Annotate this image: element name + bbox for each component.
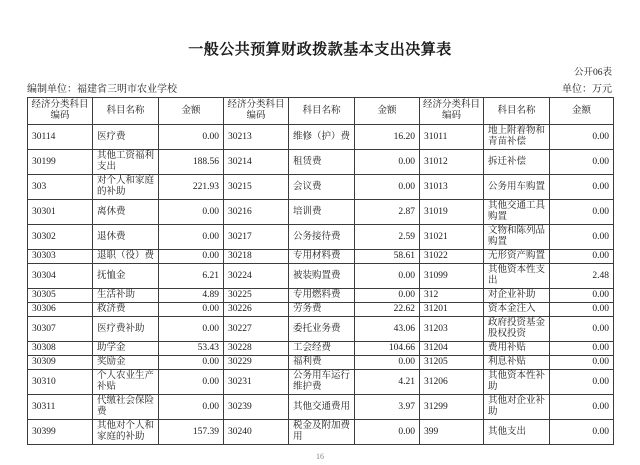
table-row — [28, 289, 614, 303]
document-title: 一般公共预算财政拨款基本支出决算表 — [188, 42, 452, 58]
cell-code: 31204 — [420, 342, 484, 356]
cell-amount: 0.00 — [550, 175, 614, 200]
cell-code: 30218 — [224, 250, 289, 264]
cell-name: 对企业补助 — [484, 289, 550, 303]
column-header: 金额 — [159, 98, 224, 125]
cell-code: 30309 — [28, 356, 93, 370]
table-row — [28, 150, 614, 175]
cell-code: 30226 — [224, 303, 289, 317]
cell-name: 其他支出 — [484, 420, 550, 445]
cell-amount: 6.21 — [159, 264, 224, 289]
cell-amount: 4.89 — [159, 289, 224, 303]
cell-code: 30307 — [28, 317, 93, 342]
cell-name: 其他资本性支出 — [484, 264, 550, 289]
cell-name: 税金及附加费用 — [289, 420, 355, 445]
cell-name: 被装购置费 — [289, 264, 355, 289]
cell-code: 31019 — [420, 200, 484, 225]
cell-amount: 0.00 — [550, 342, 614, 356]
cell-code: 30311 — [28, 395, 93, 420]
cell-code: 30301 — [28, 200, 93, 225]
cell-amount: 0.00 — [355, 264, 420, 289]
cell-name: 会议费 — [289, 175, 355, 200]
cell-code: 30227 — [224, 317, 289, 342]
column-header: 经济分类科目编码 — [28, 98, 93, 125]
cell-code: 31201 — [420, 303, 484, 317]
cell-code: 30310 — [28, 370, 93, 395]
cell-amount: 0.00 — [550, 150, 614, 175]
cell-name: 其他对企业补助 — [484, 395, 550, 420]
column-header: 科目名称 — [484, 98, 550, 125]
cell-code: 30231 — [224, 370, 289, 395]
cell-name: 费用补贴 — [484, 342, 550, 356]
cell-amount: 188.56 — [159, 150, 224, 175]
cell-code: 31011 — [420, 125, 484, 150]
column-header: 科目名称 — [289, 98, 355, 125]
column-header: 金额 — [355, 98, 420, 125]
table-row — [28, 125, 614, 150]
cell-name: 工会经费 — [289, 342, 355, 356]
cell-amount: 0.00 — [550, 225, 614, 250]
cell-code: 30399 — [28, 420, 93, 445]
cell-name: 拆迁补偿 — [484, 150, 550, 175]
cell-name: 租赁费 — [289, 150, 355, 175]
cell-amount: 0.00 — [355, 175, 420, 200]
cell-amount: 0.00 — [550, 289, 614, 303]
cell-name: 公务接待费 — [289, 225, 355, 250]
table-row — [28, 225, 614, 250]
cell-amount: 58.61 — [355, 250, 420, 264]
prepared-by-label: 编制单位：福建省三明市农业学校 — [27, 84, 177, 95]
cell-amount: 0.00 — [159, 225, 224, 250]
cell-code: 31013 — [420, 175, 484, 200]
cell-name: 其他工资福利支出 — [93, 150, 159, 175]
cell-name: 救济费 — [93, 303, 159, 317]
cell-amount: 157.39 — [159, 420, 224, 445]
cell-name: 其他交通工具购置 — [484, 200, 550, 225]
cell-amount: 0.00 — [550, 125, 614, 150]
table-row — [28, 395, 614, 420]
column-header: 经济分类科目编码 — [224, 98, 289, 125]
cell-amount: 2.59 — [355, 225, 420, 250]
cell-amount: 0.00 — [550, 317, 614, 342]
cell-code: 30114 — [28, 125, 93, 150]
cell-code: 399 — [420, 420, 484, 445]
cell-amount: 0.00 — [159, 395, 224, 420]
cell-amount: 0.00 — [550, 370, 614, 395]
cell-code: 30302 — [28, 225, 93, 250]
table-row — [28, 317, 614, 342]
cell-name: 公务用车购置 — [484, 175, 550, 200]
cell-amount: 0.00 — [159, 356, 224, 370]
cell-name: 医疗费 — [93, 125, 159, 150]
cell-name: 其他对个人和家庭的补助 — [93, 420, 159, 445]
table-row — [28, 370, 614, 395]
cell-amount: 16.20 — [355, 125, 420, 150]
cell-amount: 0.00 — [550, 200, 614, 225]
basic-expenditure-table — [27, 97, 614, 445]
cell-name: 资本金注入 — [484, 303, 550, 317]
cell-name: 公务用车运行维护费 — [289, 370, 355, 395]
cell-amount: 0.00 — [550, 303, 614, 317]
cell-name: 委托业务费 — [289, 317, 355, 342]
cell-name: 退休费 — [93, 225, 159, 250]
meta-row — [27, 80, 612, 95]
cell-code: 30214 — [224, 150, 289, 175]
currency-unit-label: 单位：万元 — [562, 84, 612, 95]
cell-name: 维修（护）费 — [289, 125, 355, 150]
cell-amount: 4.21 — [355, 370, 420, 395]
cell-name: 代缴社会保险费 — [93, 395, 159, 420]
cell-code: 30225 — [224, 289, 289, 303]
cell-code: 30199 — [28, 150, 93, 175]
cell-amount: 43.06 — [355, 317, 420, 342]
cell-code: 31012 — [420, 150, 484, 175]
table-row — [28, 356, 614, 370]
cell-amount: 0.00 — [159, 250, 224, 264]
cell-amount: 2.87 — [355, 200, 420, 225]
cell-code: 30224 — [224, 264, 289, 289]
cell-name: 抚恤金 — [93, 264, 159, 289]
table-header-row — [28, 98, 614, 125]
cell-amount: 0.00 — [550, 420, 614, 445]
cell-amount: 0.00 — [159, 317, 224, 342]
cell-amount: 104.66 — [355, 342, 420, 356]
table-row — [28, 264, 614, 289]
cell-name: 福利费 — [289, 356, 355, 370]
cell-code: 31203 — [420, 317, 484, 342]
cell-name: 政府投资基金股权投资 — [484, 317, 550, 342]
cell-name: 个人农业生产补贴 — [93, 370, 159, 395]
cell-code: 30303 — [28, 250, 93, 264]
cell-name: 对个人和家庭的补助 — [93, 175, 159, 200]
cell-code: 31021 — [420, 225, 484, 250]
cell-code: 30213 — [224, 125, 289, 150]
cell-code: 31205 — [420, 356, 484, 370]
table-row — [28, 250, 614, 264]
cell-amount: 0.00 — [159, 370, 224, 395]
cell-code: 31099 — [420, 264, 484, 289]
table-row — [28, 420, 614, 445]
cell-code: 30215 — [224, 175, 289, 200]
cell-amount: 0.00 — [159, 200, 224, 225]
column-header: 金额 — [550, 98, 614, 125]
cell-amount: 0.00 — [159, 125, 224, 150]
cell-amount: 0.00 — [355, 420, 420, 445]
cell-name: 其他交通费用 — [289, 395, 355, 420]
cell-amount: 0.00 — [550, 356, 614, 370]
form-code-label: 公开06表 — [573, 68, 612, 78]
cell-code: 30229 — [224, 356, 289, 370]
cell-amount: 0.00 — [159, 303, 224, 317]
cell-code: 30306 — [28, 303, 93, 317]
cell-name: 助学金 — [93, 342, 159, 356]
cell-amount: 221.93 — [159, 175, 224, 200]
cell-code: 30240 — [224, 420, 289, 445]
page-number: 16 — [316, 452, 324, 461]
cell-amount: 0.00 — [355, 289, 420, 303]
cell-name: 地上附着物和青苗补偿 — [484, 125, 550, 150]
cell-code: 31022 — [420, 250, 484, 264]
cell-name: 无形资产购置 — [484, 250, 550, 264]
table-row — [28, 200, 614, 225]
cell-name: 奖励金 — [93, 356, 159, 370]
cell-code: 30239 — [224, 395, 289, 420]
cell-code: 30216 — [224, 200, 289, 225]
cell-code: 30304 — [28, 264, 93, 289]
cell-amount: 2.48 — [550, 264, 614, 289]
cell-amount: 53.43 — [159, 342, 224, 356]
cell-name: 医疗费补助 — [93, 317, 159, 342]
table-row — [28, 303, 614, 317]
cell-code: 30305 — [28, 289, 93, 303]
cell-code: 31299 — [420, 395, 484, 420]
cell-code: 30217 — [224, 225, 289, 250]
column-header: 科目名称 — [93, 98, 159, 125]
cell-code: 30228 — [224, 342, 289, 356]
table-row — [28, 342, 614, 356]
cell-code: 31206 — [420, 370, 484, 395]
cell-name: 利息补贴 — [484, 356, 550, 370]
cell-amount: 0.00 — [355, 150, 420, 175]
cell-code: 312 — [420, 289, 484, 303]
cell-code: 303 — [28, 175, 93, 200]
cell-name: 专用材料费 — [289, 250, 355, 264]
cell-name: 其他资本性补助 — [484, 370, 550, 395]
cell-name: 文物和陈列品购置 — [484, 225, 550, 250]
cell-amount: 0.00 — [550, 395, 614, 420]
cell-name: 专用燃料费 — [289, 289, 355, 303]
cell-name: 离休费 — [93, 200, 159, 225]
cell-code: 30308 — [28, 342, 93, 356]
table-row — [28, 175, 614, 200]
column-header: 经济分类科目编码 — [420, 98, 484, 125]
cell-amount: 3.97 — [355, 395, 420, 420]
cell-amount: 22.62 — [355, 303, 420, 317]
cell-amount: 0.00 — [550, 250, 614, 264]
cell-name: 退职（役）费 — [93, 250, 159, 264]
cell-name: 培训费 — [289, 200, 355, 225]
cell-name: 劳务费 — [289, 303, 355, 317]
cell-name: 生活补助 — [93, 289, 159, 303]
cell-amount: 0.00 — [355, 356, 420, 370]
